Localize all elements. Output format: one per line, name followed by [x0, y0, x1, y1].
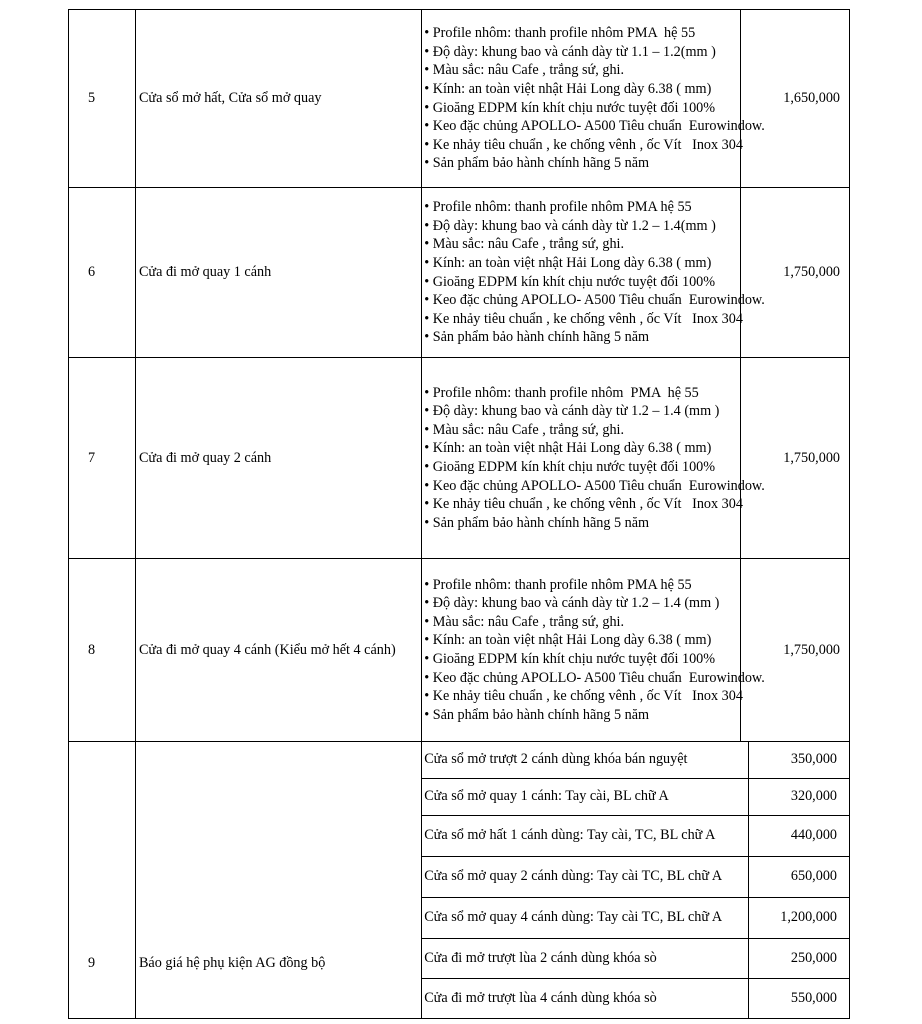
list-item [422, 815, 849, 856]
accessory-price: 550,000 [790, 989, 837, 1006]
accessory-price: 350,000 [749, 742, 850, 778]
product-specs [422, 188, 765, 358]
spec-line: • Màu sắc: nâu Cafe , trắng sứ, ghi. [424, 613, 625, 630]
product-name: Cửa đi mở quay 2 cánh [135, 358, 421, 559]
spec-line: • Ke nhảy tiêu chuẩn , ke chống vênh , ốc Vít Inox 304 [424, 688, 743, 705]
product-name: Cửa đi mở quay 1 cánh [135, 188, 421, 358]
list-item [422, 742, 849, 778]
row-number: 7 [69, 358, 136, 559]
spec-line: • Ke nhảy tiêu chuẩn , ke chống vênh , ốc Vít Inox 304 [424, 310, 743, 327]
spec-line: • Sản phẩm bảo hành chính hãng 5 năm [424, 155, 650, 172]
spec-line: • Ke nhảy tiêu chuẩn , ke chống vênh , ốc Vít Inox 304 [424, 496, 743, 513]
table-row [69, 742, 850, 1019]
spec-line: • Profile nhôm: thanh profile nhôm PMA hệ 55 [424, 384, 699, 401]
spec-line: • Profile nhôm: thanh profile nhôm PMA hệ 55 [424, 199, 692, 216]
accessory-price: 650,000 [749, 856, 850, 897]
product-price: 1,750,000 [740, 358, 849, 559]
table-row [69, 10, 850, 188]
product-price: 1,750,000 [740, 188, 849, 358]
spec-line: • Sản phẩm bảo hành chính hãng 5 năm [424, 514, 650, 531]
spec-line: • Màu sắc: nâu Cafe , trắng sứ, ghi. [424, 421, 625, 438]
spec-line: • Profile nhôm: thanh profile nhôm PMA hệ 55 [424, 576, 692, 593]
row-number: 6 [69, 188, 136, 358]
price-table-body [69, 10, 850, 1019]
spec-line: • Độ dày: khung bao và cánh dày từ 1.2 – 1.4 (mm ) [424, 403, 720, 420]
spec-line: • Kính: an toàn việt nhật Hải Long dày 6.38 ( mm) [424, 80, 712, 97]
product-name: Cửa sổ mở hất, Cửa sổ mở quay [135, 10, 421, 188]
accessory-name: Cửa sổ mở quay 2 cánh dùng: Tay cài TC, BL chữ A [422, 856, 748, 897]
accessory-price: 320,000 [749, 778, 850, 815]
spec-line: • Độ dày: khung bao và cánh dày từ 1.1 – 1.2(mm ) [424, 43, 716, 60]
spec-line: • Gioăng EDPM kín khít chịu nước tuyệt đối 100% [424, 273, 716, 290]
spec-line: • Độ dày: khung bao và cánh dày từ 1.2 – 1.4(mm ) [424, 217, 716, 234]
table-row [69, 188, 850, 358]
spec-line: • Sản phẩm bảo hành chính hãng 5 năm [424, 329, 650, 346]
list-item [422, 856, 849, 897]
accessory-name: Cửa sổ mở hất 1 cánh dùng: Tay cài, TC, BL chữ A [422, 815, 748, 856]
accessory-price: 1,200,000 [749, 897, 850, 938]
accessory-name: Cửa sổ mở quay 4 cánh dùng: Tay cài TC, BL chữ A [422, 897, 748, 938]
spec-line: • Gioăng EDPM kín khít chịu nước tuyệt đối 100% [424, 651, 716, 667]
spec-line: • Ke nhảy tiêu chuẩn , ke chống vênh , ốc Vít Inox 304 [424, 136, 743, 153]
list-item [422, 978, 849, 1018]
product-specs [422, 559, 765, 742]
spec-line: • Profile nhôm: thanh profile nhôm PMA hệ 55 [424, 25, 696, 42]
accessory-name: Cửa đi mở trượt lùa 2 cánh dùng khóa sò [422, 938, 748, 978]
row-number: 8 [69, 559, 136, 742]
spec-line: • Keo đặc chủng APOLLO- A500 Tiêu chuẩn Eurowindow. [424, 669, 765, 686]
spec-line: • Độ dày: khung bao và cánh dày từ 1.2 – 1.4 (mm ) [424, 595, 720, 612]
spec-line: • Gioăng EDPM kín khít chịu nước tuyệt đối 100% [424, 459, 716, 475]
spec-line: • Sản phẩm bảo hành chính hãng 5 năm [424, 706, 650, 723]
spec-line: • Kính: an toàn việt nhật Hải Long dày 6.38 ( mm) [424, 254, 712, 271]
product-price: 1,750,000 [740, 559, 849, 742]
accessory-list [422, 742, 850, 1019]
accessory-group-name: Báo giá hệ phụ kiện AG đồng bộ [135, 742, 421, 1019]
spec-line: • Kính: an toàn việt nhật Hải Long dày 6.38 ( mm) [424, 632, 712, 649]
product-specs [422, 358, 765, 559]
accessory-name: Cửa sổ mở quay 1 cánh: Tay cài, BL chữ A [422, 778, 748, 815]
table-row [69, 559, 850, 742]
price-table [68, 9, 850, 1019]
spec-line: • Keo đặc chủng APOLLO- A500 Tiêu chuẩn Eurowindow. [424, 118, 765, 135]
product-specs [422, 10, 765, 188]
accessory-name: Cửa sổ mở trượt 2 cánh dùng khóa bán nguyệt [422, 742, 748, 778]
list-item [422, 778, 849, 815]
spec-line: • Kính: an toàn việt nhật Hải Long dày 6.38 ( mm) [424, 440, 712, 457]
accessory-table [422, 742, 849, 1018]
row-number: 5 [69, 10, 136, 188]
spec-line: • Màu sắc: nâu Cafe , trắng sứ, ghi. [424, 236, 625, 253]
spec-line: • Keo đặc chủng APOLLO- A500 Tiêu chuẩn Eurowindow. [424, 292, 765, 309]
spec-line: • Keo đặc chủng APOLLO- A500 Tiêu chuẩn Eurowindow. [424, 477, 765, 494]
accessory-price: 250,000 [749, 938, 850, 978]
accessory-name: Cửa đi mở trượt lùa 4 cánh dùng khóa sò [422, 978, 748, 1018]
product-price: 1,650,000 [740, 10, 849, 188]
product-name: Cửa đi mở quay 4 cánh (Kiểu mở hết 4 cánh) [135, 559, 421, 742]
row-number: 9 [69, 742, 136, 1019]
accessory-price: 440,000 [749, 815, 850, 856]
list-item [422, 897, 849, 938]
table-row [69, 358, 850, 559]
spec-line: • Màu sắc: nâu Cafe , trắng sứ, ghi. [424, 62, 625, 79]
spec-line: • Gioăng EDPM kín khít chịu nước tuyệt đối 100% [424, 99, 716, 116]
list-item [422, 938, 849, 978]
